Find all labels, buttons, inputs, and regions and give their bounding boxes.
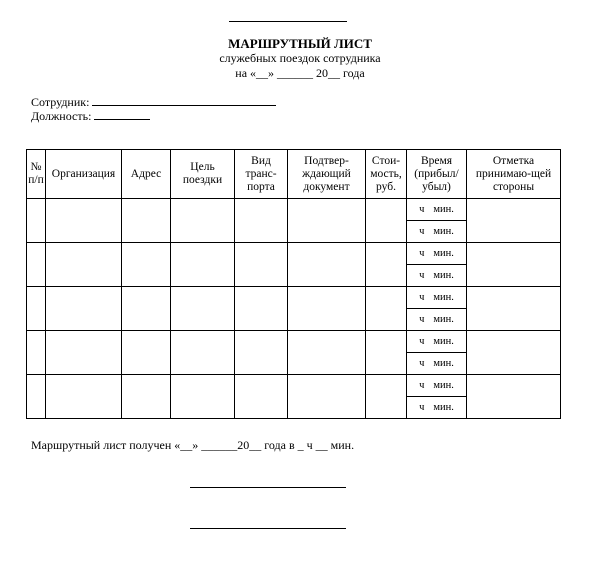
- minutes-label: мин.: [433, 292, 454, 303]
- hours-label: ч: [419, 380, 425, 391]
- col-header-transport: Вид транс-порта: [235, 150, 288, 199]
- document-subtitle: служебных поездок сотрудника: [219, 51, 381, 65]
- position-input-line[interactable]: [94, 108, 150, 120]
- cell-transport[interactable]: [235, 375, 288, 419]
- cell-mark[interactable]: [467, 199, 561, 243]
- cell-document[interactable]: [288, 331, 366, 375]
- table-row: [27, 243, 561, 265]
- hours-label: ч: [419, 402, 425, 413]
- cell-mark[interactable]: [467, 243, 561, 287]
- signature-line-1: [190, 487, 346, 488]
- hours-label: ч: [419, 292, 425, 303]
- signature-line-2: [190, 528, 346, 529]
- cell-mark[interactable]: [467, 375, 561, 419]
- cell-transport[interactable]: [235, 199, 288, 243]
- hours-label: ч: [419, 270, 425, 281]
- cell-purpose[interactable]: [171, 243, 235, 287]
- time-arrived-cell[interactable]: [407, 375, 467, 397]
- col-header-number: № п/п: [27, 150, 46, 199]
- hours-label: ч: [419, 226, 425, 237]
- cell-cost[interactable]: [366, 199, 407, 243]
- col-header-organization: Организация: [46, 150, 122, 199]
- cell-number[interactable]: [27, 243, 46, 287]
- cell-number[interactable]: [27, 375, 46, 419]
- hours-label: ч: [419, 314, 425, 325]
- minutes-label: мин.: [433, 380, 454, 391]
- time-arrived-cell[interactable]: [407, 331, 467, 353]
- cell-document[interactable]: [288, 287, 366, 331]
- time-left-cell[interactable]: [407, 353, 467, 375]
- col-header-time: Время (прибыл/ убыл): [407, 150, 467, 199]
- time-left-cell[interactable]: [407, 309, 467, 331]
- cell-transport[interactable]: [235, 331, 288, 375]
- document-title: МАРШРУТНЫЙ ЛИСТ: [228, 36, 372, 51]
- cell-purpose[interactable]: [171, 199, 235, 243]
- cell-organization[interactable]: [46, 375, 122, 419]
- cell-document[interactable]: [288, 375, 366, 419]
- cell-document[interactable]: [288, 243, 366, 287]
- cell-transport[interactable]: [235, 243, 288, 287]
- cell-organization[interactable]: [46, 331, 122, 375]
- employee-input-line[interactable]: [92, 94, 276, 106]
- cell-organization[interactable]: [46, 199, 122, 243]
- cell-number[interactable]: [27, 199, 46, 243]
- cell-address[interactable]: [122, 287, 171, 331]
- cell-purpose[interactable]: [171, 331, 235, 375]
- cell-mark[interactable]: [467, 331, 561, 375]
- time-left-cell[interactable]: [407, 265, 467, 287]
- col-header-cost: Стои-мость, руб.: [366, 150, 407, 199]
- minutes-label: мин.: [433, 204, 454, 215]
- col-header-document: Подтвер-ждающий документ: [288, 150, 366, 199]
- table-row: [27, 331, 561, 353]
- hours-label: ч: [419, 358, 425, 369]
- minutes-label: мин.: [433, 226, 454, 237]
- cell-cost[interactable]: [366, 243, 407, 287]
- minutes-label: мин.: [433, 314, 454, 325]
- table-row: [27, 287, 561, 309]
- time-left-cell[interactable]: [407, 397, 467, 419]
- minutes-label: мин.: [433, 336, 454, 347]
- minutes-label: мин.: [433, 270, 454, 281]
- cell-transport[interactable]: [235, 287, 288, 331]
- time-arrived-cell[interactable]: [407, 243, 467, 265]
- received-line: Маршрутный лист получен «__» ______20__ года в _ ч __ мин.: [31, 438, 355, 452]
- cell-cost[interactable]: [366, 287, 407, 331]
- cell-address[interactable]: [122, 375, 171, 419]
- cell-address[interactable]: [122, 243, 171, 287]
- time-left-cell[interactable]: [407, 221, 467, 243]
- cell-purpose[interactable]: [171, 375, 235, 419]
- time-arrived-cell[interactable]: [407, 287, 467, 309]
- table-header-row: [27, 150, 561, 199]
- minutes-label: мин.: [433, 402, 454, 413]
- table-row: [27, 375, 561, 397]
- cell-address[interactable]: [122, 199, 171, 243]
- hours-label: ч: [419, 248, 425, 259]
- document-date-line: на «__» ______ 20__ года: [235, 66, 365, 80]
- cell-organization[interactable]: [46, 287, 122, 331]
- time-arrived-cell[interactable]: [407, 199, 467, 221]
- cell-address[interactable]: [122, 331, 171, 375]
- cell-organization[interactable]: [46, 243, 122, 287]
- position-label: Должность:: [31, 109, 92, 123]
- hours-label: ч: [419, 336, 425, 347]
- cell-document[interactable]: [288, 199, 366, 243]
- minutes-label: мин.: [433, 248, 454, 259]
- minutes-label: мин.: [433, 358, 454, 369]
- route-table: [26, 149, 561, 419]
- cell-number[interactable]: [27, 287, 46, 331]
- cell-mark[interactable]: [467, 287, 561, 331]
- cell-number[interactable]: [27, 331, 46, 375]
- col-header-mark: Отметка принимаю-щей стороны: [467, 150, 561, 199]
- hours-label: ч: [419, 204, 425, 215]
- col-header-purpose: Цель поездки: [171, 150, 235, 199]
- top-signature-line: [229, 21, 347, 22]
- cell-cost[interactable]: [366, 331, 407, 375]
- col-header-address: Адрес: [122, 150, 171, 199]
- table-row: [27, 199, 561, 221]
- position-field: [31, 108, 150, 124]
- cell-cost[interactable]: [366, 375, 407, 419]
- cell-purpose[interactable]: [171, 287, 235, 331]
- employee-label: Сотрудник:: [31, 95, 90, 109]
